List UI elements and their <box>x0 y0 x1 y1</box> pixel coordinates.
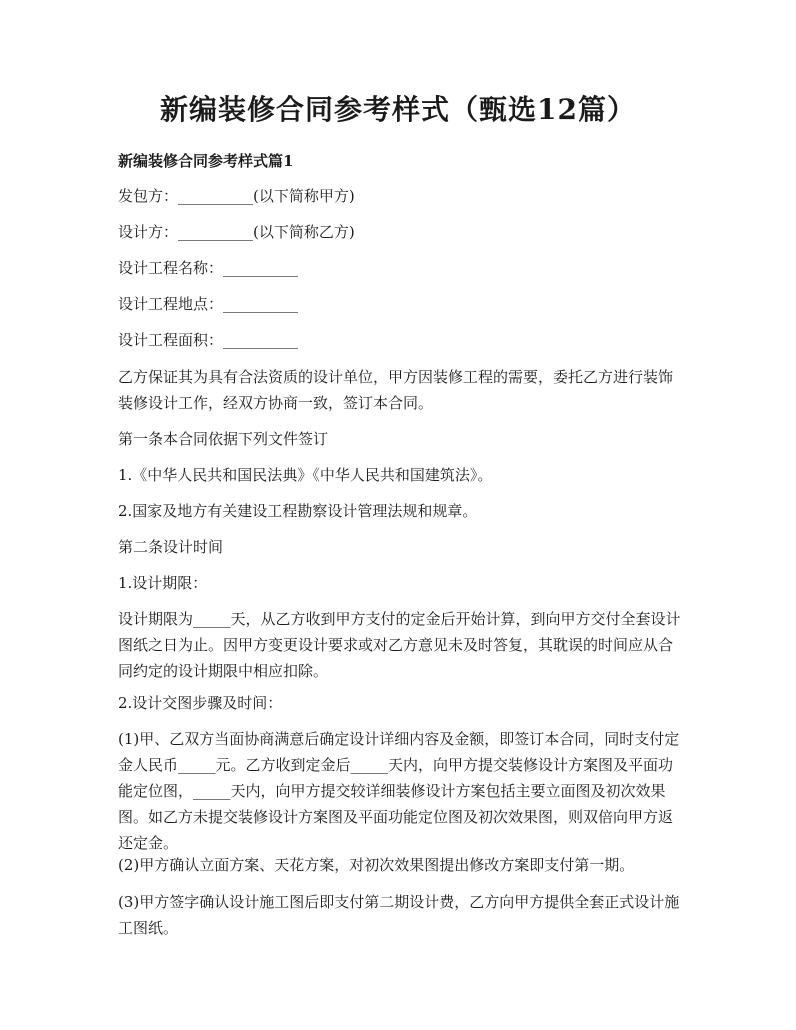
step1-paragraph: (1)甲、乙双方当面协商满意后确定设计详细内容及金额，即签订本合同，同时支付定金人民币_____元。乙方收到定金后_____天内，向甲方提交装修设计方案图及平面功能定位图，_____天内，向甲方提交较详细装修设计方案包括主要立面图及初次效果图。如乙方未提交装修设计方案图及平面功能定位图及初次效果图，则双倍向甲方返还定金。 <box>118 730 680 852</box>
article2-heading: 第二条设计时间 <box>118 538 224 556</box>
article2-item1: 1.设计期限： <box>118 574 208 592</box>
article1-item1: 1.《中华人民共和国民法典》《中华人民共和国建筑法》。 <box>118 466 493 484</box>
party-b-field: 设计方：__________(以下简称乙方) <box>118 223 355 241</box>
project-area-field: 设计工程面积：__________ <box>118 331 299 349</box>
step2-paragraph: (2)甲方确认立面方案、天花方案，对初次效果图提出修改方案即支付第一期。 <box>118 856 635 874</box>
article1-heading: 第一条本合同依据下列文件签订 <box>118 430 329 448</box>
step3-paragraph: (3)甲方签字确认设计施工图后即支付第二期设计费，乙方向甲方提供全套正式设计施工图纸。 <box>118 893 680 937</box>
article2-item1-body: 设计期限为_____天，从乙方收到甲方支付的定金后开始计算，到向甲方交付全套设计图纸之日为止。因甲方变更设计要求或对乙方意见未及时答复，其耽误的时间应从合同约定的设计期限中相应扣除。 <box>118 610 681 680</box>
article2-item2: 2.设计交图步骤及时间： <box>118 694 283 712</box>
document-title: 新编装修合同参考样式（甄选12篇） <box>160 93 636 126</box>
article1-item2: 2.国家及地方有关建设工程勘察设计管理法规和规章。 <box>118 502 478 520</box>
project-location-field: 设计工程地点：__________ <box>118 295 299 313</box>
party-a-field: 发包方：__________(以下简称甲方) <box>118 187 355 205</box>
project-name-field: 设计工程名称：__________ <box>118 259 299 277</box>
intro-paragraph: 乙方保证其为具有合法资质的设计单位，甲方因装修工程的需要，委托乙方进行装饰装修设计工作，经双方协商一致，签订本合同。 <box>118 368 674 412</box>
section-heading: 新编装修合同参考样式篇1 <box>118 152 294 170</box>
